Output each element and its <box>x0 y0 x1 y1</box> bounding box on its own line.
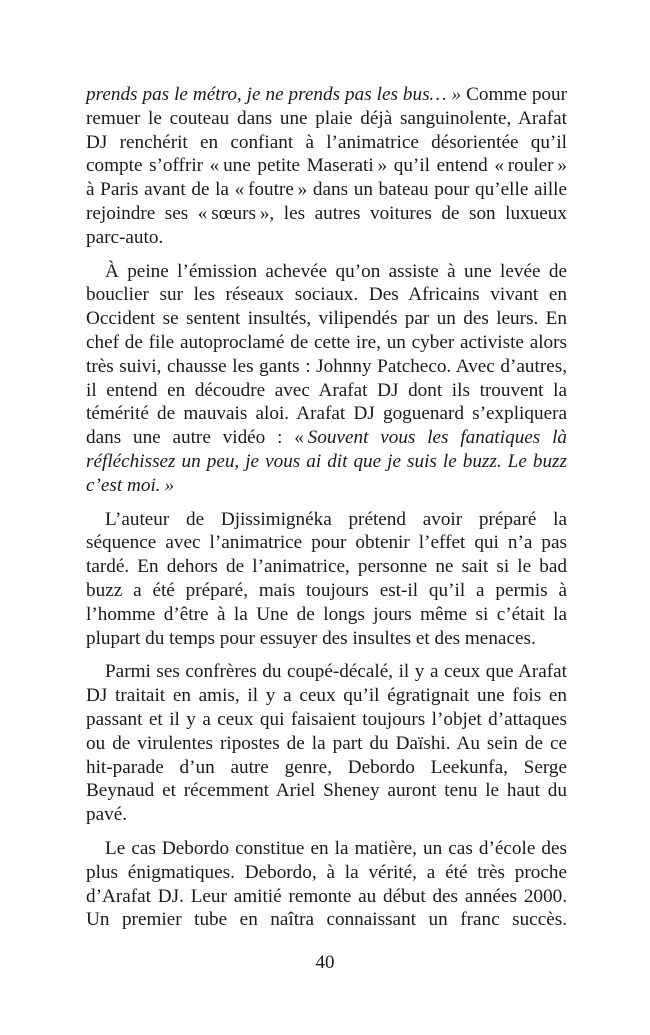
paragraph-1-text: Comme pour remuer le couteau dans une plaie déjà sanguinolente, Arafat DJ renchérit en confiant à l’animatrice désorientée qu’il compte s’offrir « une petite Maserati » qu’il entend « rouler » à Paris avant de la « foutre » dans un bateau pour qu’elle aille rejoindre ses « sœurs », les autres voitures de son luxueux parc-auto. <box>86 84 567 248</box>
paragraph-5-text: Le cas Debordo constitue en la matière, un cas d’école des plus énigmatiques. Debordo, à la vérité, a été très proche d’Arafat DJ. Leur amitié remonte au début des années 2000. Un premier tube en naîtra connaissant un franc succès. <box>86 837 567 931</box>
paragraph-3-text: L’auteur de Djissimignéka prétend avoir préparé la séquence avec l’animatrice pour obtenir l’effet qui n’a pas tardé. En dehors de l’animatrice, personne ne sait si le bad buzz a été préparé, mais toujours est-il qu’il a permis à l’homme d’être à la Une de longs jours même si c’était la plupart du temps pour essuyer des insultes et des menaces. <box>86 508 567 649</box>
paragraph-2-text: À peine l’émission achevée qu’on assiste à une levée de bouclier sur les réseaux sociaux. Des Africains vivant en Occident se sentent insultés, vilipendés par un des leurs. En chef de file autoproclamé de cette ire, un cyber activiste alors très suivi, chausse les gants : Johnny Patcheco. Avec d’autres, il entend en découdre avec Arafat DJ dont ils trouvent la témérité de mauvais aloi. Arafat DJ goguenard s’expliquera dans une autre vidéo : « <box>86 260 567 449</box>
paragraph-2 <box>86 260 567 498</box>
paragraph-5 <box>86 837 567 932</box>
paragraph-4-text: Parmi ses confrères du coupé-décalé, il y a ceux que Arafat DJ traitait en amis, il y a ceux qu’il égratignait une fois en passant et il y a ceux qui faisaient toujours l’objet d’attaques ou de virulentes ripostes de la part du Daïshi. Au sein de ce hit-parade d’un autre genre, Debordo Leekunfa, Serge Beynaud et récemment Ariel Sheney auront tenu le haut du pavé. <box>86 661 567 826</box>
page-number: 40 <box>315 952 335 973</box>
paragraph-1 <box>86 83 567 250</box>
paragraph-1-italic-lead: prends pas le métro, je ne prends pas les bus… » <box>86 84 462 105</box>
paragraph-4 <box>86 660 567 827</box>
paragraph-2-quote: Souvent vous les fanatiques là réfléchissez un peu, je vous ai dit que je suis le buzz. Le buzz c’est moi. <box>86 427 568 496</box>
page-body <box>86 83 567 942</box>
paragraph-3 <box>86 508 567 651</box>
paragraph-2-quote-close: » <box>160 474 175 496</box>
